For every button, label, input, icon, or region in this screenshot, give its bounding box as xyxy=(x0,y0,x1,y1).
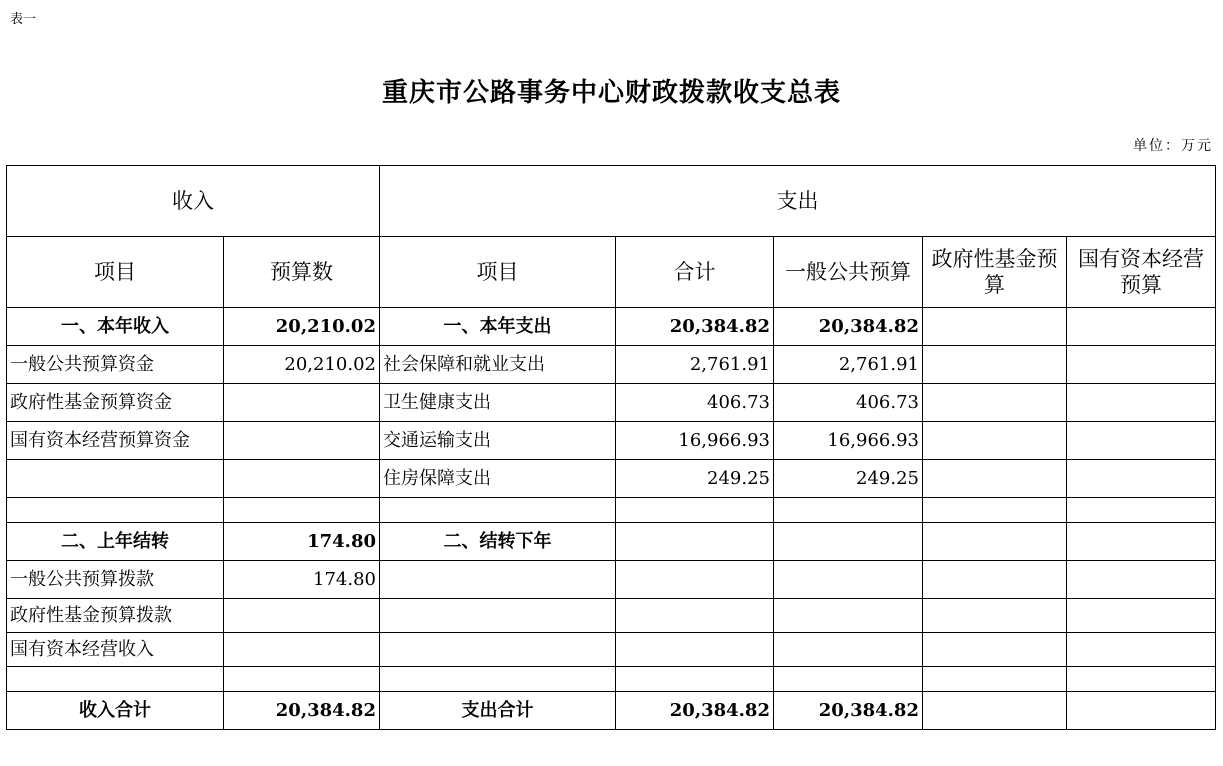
table-number-label: 表一 xyxy=(10,12,37,27)
expense-item-cell: 一、本年支出 xyxy=(380,308,616,346)
income-item-cell: 政府性基金预算资金 xyxy=(7,384,224,422)
state-capital-cell xyxy=(1067,460,1216,498)
expense-total-cell: 16,966.93 xyxy=(616,422,774,460)
income-amount-cell xyxy=(224,667,380,692)
expense-total-cell: 20,384.82 xyxy=(616,308,774,346)
col-income-item: 项目 xyxy=(7,237,224,308)
table-row xyxy=(7,561,1216,599)
income-amount-cell: 20,384.82 xyxy=(224,692,380,730)
col-state-capital-budget: 国有资本经营预算 xyxy=(1067,237,1216,308)
expense-item-cell: 住房保障支出 xyxy=(380,460,616,498)
income-amount-cell: 174.80 xyxy=(224,523,380,561)
expense-item-cell xyxy=(380,633,616,667)
expense-item-cell xyxy=(380,667,616,692)
income-amount-cell xyxy=(224,633,380,667)
gov-fund-cell xyxy=(923,460,1067,498)
income-amount-cell xyxy=(224,599,380,633)
expense-total-cell: 249.25 xyxy=(616,460,774,498)
expense-total-cell: 2,761.91 xyxy=(616,346,774,384)
expense-total-cell: 406.73 xyxy=(616,384,774,422)
table-row xyxy=(7,599,1216,633)
income-amount-cell: 174.80 xyxy=(224,561,380,599)
income-item-cell xyxy=(7,667,224,692)
gov-fund-cell xyxy=(923,599,1067,633)
income-item-cell: 一、本年收入 xyxy=(7,308,224,346)
state-capital-cell xyxy=(1067,384,1216,422)
table-row xyxy=(7,308,1216,346)
state-capital-cell xyxy=(1067,692,1216,730)
expense-item-cell xyxy=(380,561,616,599)
col-gov-fund-budget: 政府性基金预算 xyxy=(923,237,1067,308)
col-general-budget: 一般公共预算 xyxy=(774,237,923,308)
gov-fund-cell xyxy=(923,498,1067,523)
income-header: 收入 xyxy=(7,166,380,237)
page-title: 重庆市公路事务中心财政拨款收支总表 xyxy=(381,78,841,108)
expense-item-cell xyxy=(380,498,616,523)
col-total: 合计 xyxy=(616,237,774,308)
general-budget-cell: 20,384.82 xyxy=(774,692,923,730)
expense-item-cell xyxy=(380,599,616,633)
income-item-cell: 国有资本经营收入 xyxy=(7,633,224,667)
general-budget-cell xyxy=(774,498,923,523)
gov-fund-cell xyxy=(923,561,1067,599)
expense-item-cell: 卫生健康支出 xyxy=(380,384,616,422)
state-capital-cell xyxy=(1067,633,1216,667)
general-budget-cell: 2,761.91 xyxy=(774,346,923,384)
expense-total-cell xyxy=(616,561,774,599)
table-row xyxy=(7,498,1216,523)
general-budget-cell xyxy=(774,523,923,561)
expense-total-cell xyxy=(616,523,774,561)
gov-fund-cell xyxy=(923,523,1067,561)
gov-fund-cell xyxy=(923,667,1067,692)
table-row xyxy=(7,692,1216,730)
col-budget-amount: 预算数 xyxy=(224,237,380,308)
income-amount-cell: 20,210.02 xyxy=(224,308,380,346)
income-amount-cell xyxy=(224,460,380,498)
general-budget-cell xyxy=(774,667,923,692)
gov-fund-cell xyxy=(923,422,1067,460)
state-capital-cell xyxy=(1067,498,1216,523)
state-capital-cell xyxy=(1067,308,1216,346)
expense-header: 支出 xyxy=(380,166,1216,237)
general-budget-cell: 20,384.82 xyxy=(774,308,923,346)
income-item-cell: 二、上年结转 xyxy=(7,523,224,561)
income-item-cell xyxy=(7,460,224,498)
income-amount-cell xyxy=(224,422,380,460)
expense-total-cell xyxy=(616,667,774,692)
income-item-cell: 一般公共预算资金 xyxy=(7,346,224,384)
state-capital-cell xyxy=(1067,523,1216,561)
general-budget-cell: 406.73 xyxy=(774,384,923,422)
income-item-cell: 政府性基金预算拨款 xyxy=(7,599,224,633)
header-row-1 xyxy=(7,166,1216,237)
general-budget-cell xyxy=(774,599,923,633)
table-row xyxy=(7,460,1216,498)
general-budget-cell xyxy=(774,633,923,667)
gov-fund-cell xyxy=(923,384,1067,422)
table-row xyxy=(7,422,1216,460)
expense-item-cell: 交通运输支出 xyxy=(380,422,616,460)
state-capital-cell xyxy=(1067,422,1216,460)
income-item-cell: 一般公共预算拨款 xyxy=(7,561,224,599)
col-expense-item: 项目 xyxy=(380,237,616,308)
gov-fund-cell xyxy=(923,692,1067,730)
table-row xyxy=(7,384,1216,422)
income-amount-cell xyxy=(224,384,380,422)
unit-label: 单位：万元 xyxy=(1133,138,1213,154)
income-amount-cell: 20,210.02 xyxy=(224,346,380,384)
expense-total-cell xyxy=(616,633,774,667)
table-row xyxy=(7,523,1216,561)
income-item-cell: 收入合计 xyxy=(7,692,224,730)
expense-item-cell: 社会保障和就业支出 xyxy=(380,346,616,384)
expense-item-cell: 二、结转下年 xyxy=(380,523,616,561)
header-row-2 xyxy=(7,237,1216,308)
income-item-cell: 国有资本经营预算资金 xyxy=(7,422,224,460)
table-row xyxy=(7,667,1216,692)
state-capital-cell xyxy=(1067,561,1216,599)
general-budget-cell: 249.25 xyxy=(774,460,923,498)
income-item-cell xyxy=(7,498,224,523)
expense-item-cell: 支出合计 xyxy=(380,692,616,730)
income-amount-cell xyxy=(224,498,380,523)
gov-fund-cell xyxy=(923,633,1067,667)
general-budget-cell xyxy=(774,561,923,599)
budget-summary-table xyxy=(6,165,1216,730)
state-capital-cell xyxy=(1067,599,1216,633)
gov-fund-cell xyxy=(923,346,1067,384)
expense-total-cell: 20,384.82 xyxy=(616,692,774,730)
state-capital-cell xyxy=(1067,667,1216,692)
expense-total-cell xyxy=(616,498,774,523)
state-capital-cell xyxy=(1067,346,1216,384)
table-row xyxy=(7,633,1216,667)
expense-total-cell xyxy=(616,599,774,633)
table-row xyxy=(7,346,1216,384)
gov-fund-cell xyxy=(923,308,1067,346)
general-budget-cell: 16,966.93 xyxy=(774,422,923,460)
